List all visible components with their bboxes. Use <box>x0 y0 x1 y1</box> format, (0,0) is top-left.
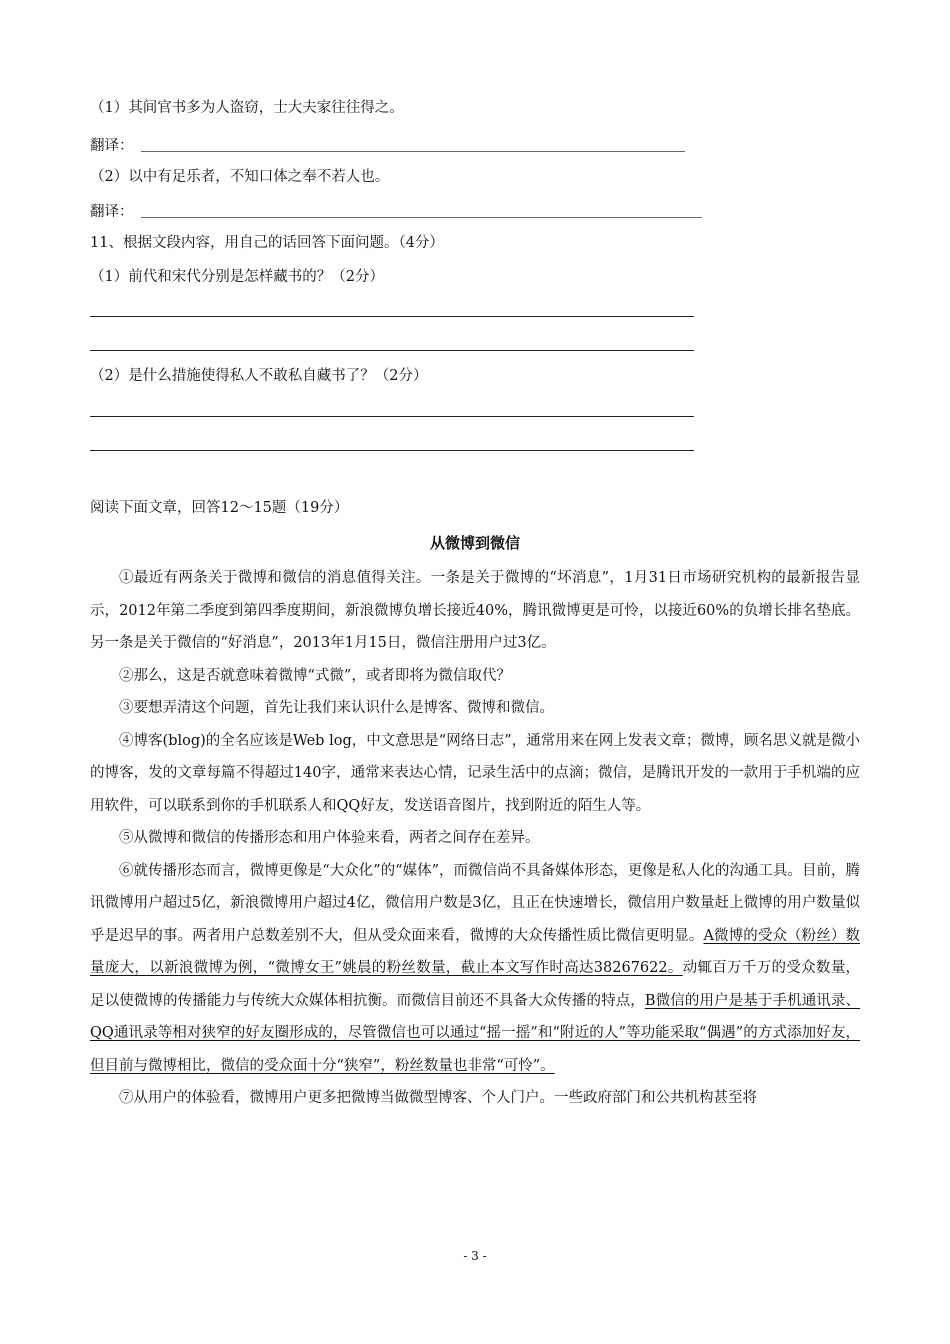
answer-line-4[interactable] <box>90 450 694 451</box>
paragraph-1: ①最近有两条关于微博和微信的消息值得关注。一条是关于微博的“坏消息”，1月31日市场研究机构的最新报告显示，2012年第二季度到第四季度期间，新浪微博负增长接近40%，腾讯微博更是可怜，以接近60%的负增长排名垫底。另一条是关于微信的“好消息”，2013年1月15日，微信注册用户过3亿。 <box>90 570 860 651</box>
answer-line-3[interactable] <box>90 416 694 417</box>
q11-item-1: （1）前代和宋代分别是怎样藏书的？（2分） <box>90 269 384 285</box>
paragraph-6-text-a: ⑥就传播形态而言，微博更像是“大众化”的“媒体”，而微信尚不具备媒体形态，更像是私人化的沟通工具。目前，腾讯微博用户超过5亿，新浪微博用户超过4亿，微信用户数是3亿，且正在快速增长，微信用户数量赶上微博的用户数量似乎是迟早的事。两者用户总数差别不大，但从受众面来看，微博的大众传播性质比微信更明显。 <box>90 862 860 944</box>
translation-blank-2[interactable] <box>141 217 702 218</box>
translation-label-1: 翻译： <box>90 138 134 154</box>
answer-line-1[interactable] <box>90 316 694 317</box>
underlined-sentence-a: A微博的受众（粉丝）数量庞大，以新浪微博为例，“微博女王”姚晨的粉丝数量，截止本文写作时高达38267622。 <box>90 927 860 976</box>
page-number: - 3 - <box>463 1249 487 1263</box>
paragraph-7: ⑦从用户的体验看，微博用户更多把微博当做微型博客、个人门户。一些政府部门和公共机构甚至将 <box>119 1090 757 1106</box>
article-body <box>90 562 860 1115</box>
paragraph-4: ④博客(blog)的全名应该是Web log，中文意思是“网络日志”，通常用来在网上发表文章；微博，顾名思义就是微小的博客，发的文章每篇不得超过140字，通常来表达心情，记录生活中的点滴；微信，是腾讯开发的一款用于手机端的应用软件，可以联系到你的手机联系人和QQ好友，发送语音图片，找到附近的陌生人等。 <box>90 732 860 814</box>
article-title: 从微博到微信 <box>429 534 520 552</box>
q10-item-1: （1）其间官书多为人盗窃，士大夫家往往得之。 <box>90 100 404 116</box>
q10-item-2: （2）以中有足乐者，不知口体之奉不若人也。 <box>90 169 390 185</box>
underlined-sentence-b: B微信的用户是基于手机通讯录、QQ通讯录等相对狭窄的好友圈形成的，尽管微信也可以通过“摇一摇”和“附近的人”等功能采取“偶遇”的方式添加好友，但目前与微博相比，微信的受众面十分“狭窄”，粉丝数量也非常“可怜”。 <box>90 992 860 1074</box>
paragraph-5: ⑤从微博和微信的传播形态和用户体验来看，两者之间存在差异。 <box>119 830 540 846</box>
answer-line-2[interactable] <box>90 350 694 351</box>
paragraph-6-text-c: 动辄百万千万的受众数量，足以使微博的传播能力与传统大众媒体相抗衡。而微信目前还不具备大众传播的特点， <box>90 960 860 1009</box>
translation-label-2: 翻译： <box>90 204 134 220</box>
paragraph-2: ②那么，这是否就意味着微博“式微”，或者即将为微信取代？ <box>119 667 511 684</box>
translation-blank-1[interactable] <box>141 151 685 152</box>
paragraph-6 <box>90 855 860 1083</box>
paragraph-3: ③要想弄清这个问题，首先让我们来认识什么是博客、微博和微信。 <box>119 700 554 716</box>
q11-stem: 11、根据文段内容，用自己的话回答下面问题。（4分） <box>90 235 444 251</box>
reading-intro: 阅读下面文章，回答12～15题（19分） <box>90 500 349 516</box>
q11-item-2: （2）是什么措施使得私人不敢私自藏书了？（2分） <box>90 368 428 384</box>
